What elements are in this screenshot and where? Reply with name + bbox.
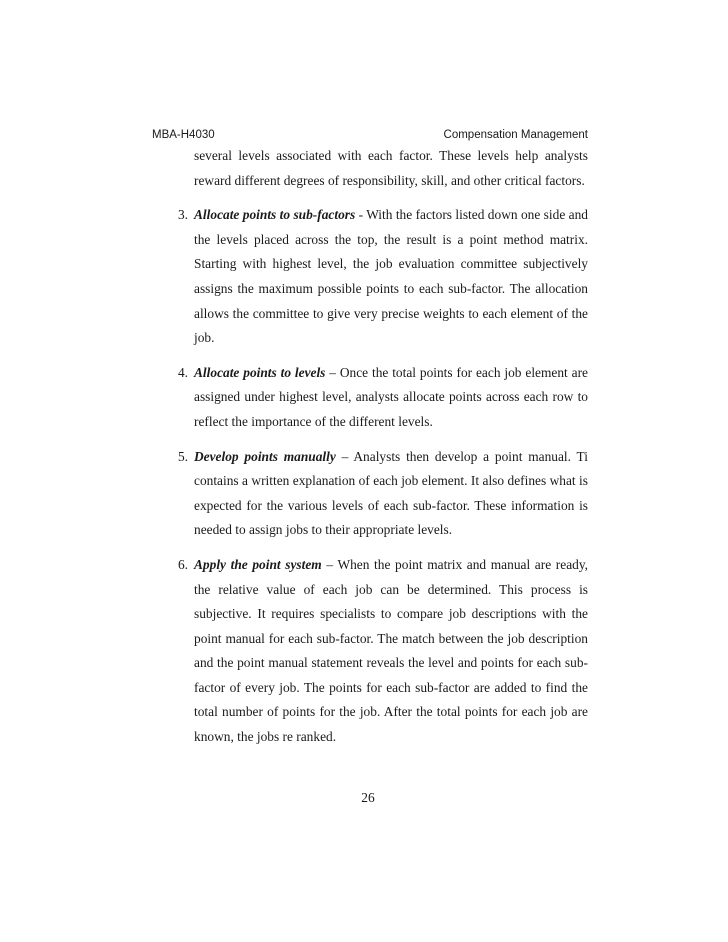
list-item-number: 3. (177, 207, 188, 223)
course-code: MBA-H4030 (152, 129, 215, 141)
list-item-title: Allocate points to sub-factors (194, 207, 356, 223)
running-header (152, 128, 588, 142)
list-item (152, 361, 588, 435)
list-item-number: 5. (177, 448, 188, 464)
course-title: Compensation Management (443, 129, 588, 141)
body-text (152, 144, 588, 760)
list-item-body: – Once the total points for each job element are assigned under highest level, analysts allocate points across each row to reflect the importance of the different levels. (194, 364, 588, 429)
list-item-paragraph (194, 445, 588, 543)
list-item-body: - With the factors listed down one side and the levels placed across the top, the result is a point method matrix. Starting with highest level, the job evaluation committee subjectively assigns the maximum possible points to each sub-factor. The allocation allows the committee to give very precise weights to each element of the job. (194, 207, 588, 346)
list-item-number: 4. (177, 364, 188, 380)
list-item (152, 553, 588, 750)
list-item-title: Apply the point system (194, 556, 322, 572)
continuation-paragraph: several levels associated with each factor. These levels help analysts reward different degrees of responsibility, skill, and other critical factors. (194, 148, 588, 188)
list-item-number: 6. (177, 556, 188, 572)
list-item-paragraph (194, 361, 588, 435)
list-item-paragraph (194, 203, 588, 351)
list-item-paragraph (194, 553, 588, 750)
list-item (152, 445, 588, 543)
list-item-body: – Analysts then develop a point manual. Ti contains a written explanation of each job element. It also defines what is expected for the various levels of each sub-factor. These information is needed to assign jobs to their appropriate levels. (194, 448, 588, 538)
list-item (152, 203, 588, 351)
numbered-list (152, 203, 588, 749)
list-item-title: Develop points manually (194, 448, 336, 464)
page-number: 26 (361, 790, 375, 805)
list-item-title: Allocate points to levels (194, 364, 326, 380)
list-item-body: – When the point matrix and manual are ready, the relative value of each job can be determined. This process is subjective. It requires specialists to compare job descriptions with the point manual for each sub-factor. The match between the job description and the point manual statement reveals the level and points for each sub-factor of every job. The points for each sub-factor are added to find the total number of points for the job. After the total points for each job are known, the jobs re ranked. (194, 556, 589, 745)
